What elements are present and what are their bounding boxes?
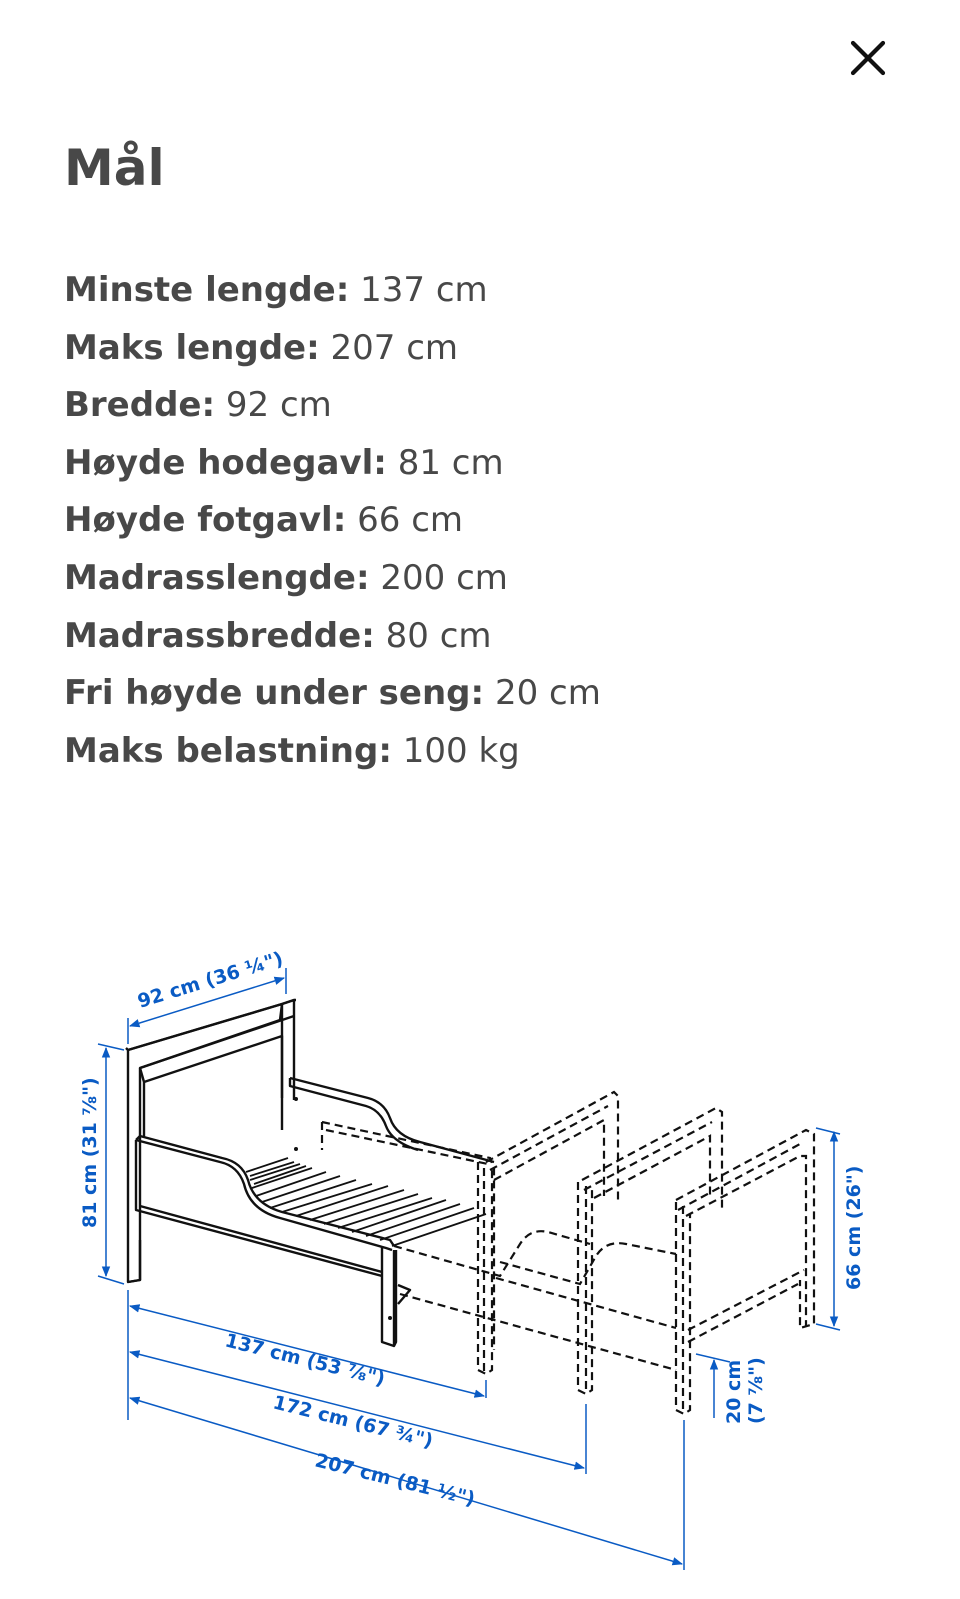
close-button[interactable]	[840, 30, 896, 86]
spec-label: Maks lengde:	[64, 327, 320, 368]
width-dimension-label: 92 cm (36 ¼")	[135, 947, 286, 1013]
spec-value: 100 kg	[402, 730, 520, 771]
spec-value: 92 cm	[225, 385, 332, 426]
spec-value: 80 cm	[385, 615, 492, 656]
page-title: Mål	[64, 139, 165, 197]
spec-min-length	[64, 262, 601, 320]
spec-label: Fri høyde under seng:	[64, 673, 485, 714]
clearance-in-label: (7 ⅞")	[745, 1357, 767, 1424]
mid-length-dimension-label: 172 cm (67 ¾")	[270, 1391, 436, 1453]
spec-label: Bredde:	[64, 385, 216, 426]
spec-mattress-width	[64, 608, 601, 666]
spec-value: 137 cm	[360, 270, 488, 310]
spec-max-length	[64, 320, 601, 378]
dimension-lines	[98, 968, 840, 1570]
spec-value: 81 cm	[397, 442, 504, 483]
spec-label: Høyde hodegavl:	[64, 442, 387, 483]
bed-dimension-diagram	[0, 930, 960, 1599]
spec-label: Madrasslengde:	[64, 557, 370, 598]
spec-mattress-length	[64, 550, 601, 608]
clearance-cm-label: 20 cm	[723, 1359, 745, 1424]
spec-width	[64, 377, 601, 435]
spec-max-load	[64, 723, 601, 781]
spec-value: 207 cm	[330, 327, 459, 368]
spec-headboard-height	[64, 435, 601, 493]
spec-value: 200 cm	[380, 557, 508, 598]
bed-frame-drawing	[126, 1000, 494, 1346]
spec-value: 66 cm	[357, 500, 464, 541]
spec-footboard-height	[64, 492, 601, 550]
spec-label: Maks belastning:	[64, 730, 392, 771]
close-icon	[848, 38, 888, 78]
spec-value: 20 cm	[494, 673, 601, 714]
spec-label: Høyde fotgavl:	[64, 500, 347, 541]
spec-clearance	[64, 665, 601, 723]
headboard-height-dimension-label: 81 cm (31 ⅞")	[79, 1077, 101, 1228]
min-length-dimension-label: 137 cm (53 ⅞")	[222, 1329, 388, 1391]
dimension-spec-list	[64, 262, 601, 780]
footboard-height-dimension-label: 66 cm (26")	[843, 1165, 865, 1290]
spec-label: Minste lengde:	[64, 270, 350, 310]
max-length-dimension-label: 207 cm (81 ½")	[312, 1449, 478, 1511]
spec-label: Madrassbredde:	[64, 615, 375, 656]
